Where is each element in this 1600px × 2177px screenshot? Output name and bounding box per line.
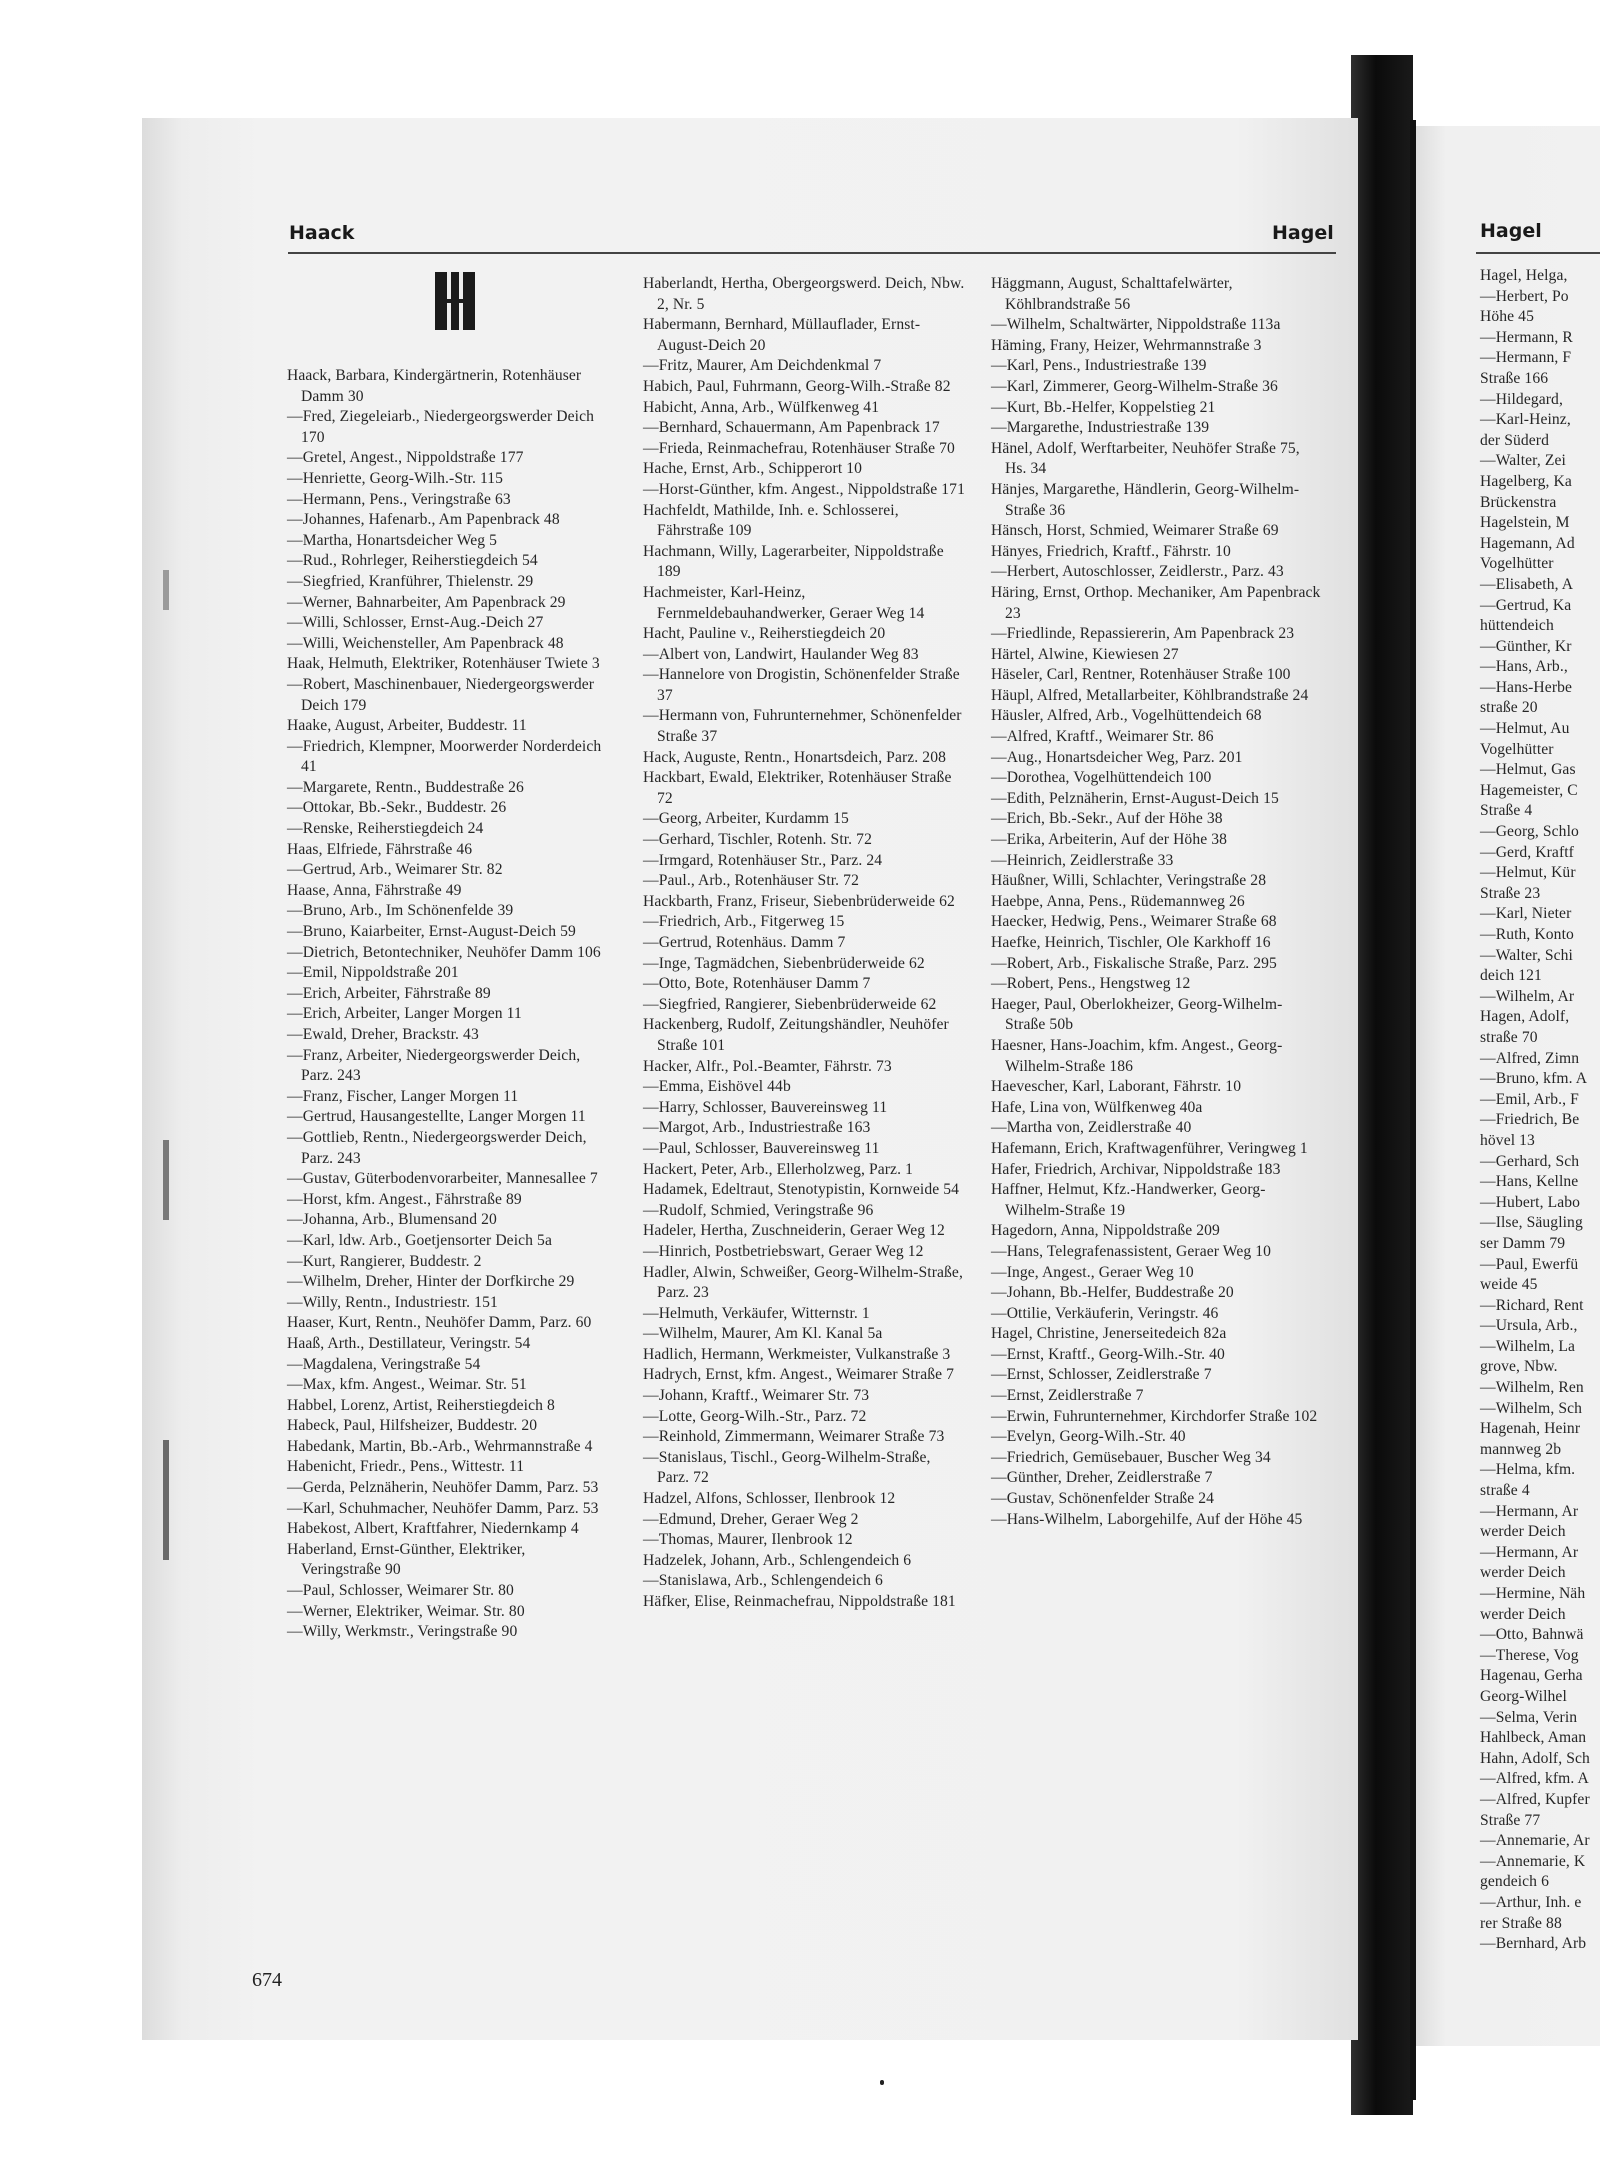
directory-entry: Häming, Frany, Heizer, Wehrmannstraße 3 <box>991 336 1262 354</box>
directory-entry: —Bruno, Kaiarbeiter, Ernst-August-Deich 59 <box>287 923 576 941</box>
next-page-entry-fragment: rer Straße 88 <box>1480 1914 1562 1932</box>
next-page-entry-fragment: —Walter, Schi <box>1480 946 1573 964</box>
next-page-entry-fragment: —Walter, Zei <box>1480 452 1566 470</box>
directory-entry: —Gustav, Güterbodenvorarbeiter, Mannesallee 7 <box>287 1170 598 1188</box>
next-page-entry-fragment: Hagenau, Gerha <box>1480 1667 1583 1685</box>
next-page-entry-fragment: Hahlbeck, Aman <box>1480 1729 1587 1747</box>
directory-entry: —Herbert, Autoschlosser, Zeidlerstr., Parz. 43 <box>991 563 1284 581</box>
directory-entry: Haack, Barbara, Kindergärtnerin, Rotenhäuser Damm 30 <box>287 367 582 405</box>
next-page-entry-fragment: —Ilse, Säugling <box>1480 1214 1583 1232</box>
next-page-entry-fragment: Höhe 45 <box>1480 308 1534 326</box>
directory-entry: —Wilhelm, Schaltwärter, Nippoldstraße 113a <box>991 316 1281 334</box>
running-header-next-page: Hagel <box>1480 220 1542 242</box>
next-page-entry-fragment: —Helmut, Kür <box>1480 864 1576 882</box>
next-page-entry-fragment: —Helma, kfm. <box>1480 1461 1576 1479</box>
next-page-entry-fragment: —Otto, Bahnwä <box>1480 1626 1584 1644</box>
directory-entry: —Horst, kfm. Angest., Fährstraße 89 <box>287 1190 522 1208</box>
directory-entry: —Martha von, Zeidlerstraße 40 <box>991 1119 1192 1137</box>
directory-entry: Häußner, Willi, Schlachter, Veringstraße 28 <box>991 872 1267 890</box>
directory-entry: —Johann, Kraftf., Weimarer Str. 73 <box>643 1387 870 1405</box>
directory-entry: Haefke, Heinrich, Tischler, Ole Karkhoff 16 <box>991 934 1271 951</box>
directory-entry: —Frieda, Reinmachefrau, Rotenhäuser Straße 70 <box>643 439 955 457</box>
next-page-entry-fragment: —Alfred, Kupfer <box>1480 1790 1590 1808</box>
directory-entry: Habeck, Paul, Hilfsheizer, Buddestr. 20 <box>287 1417 538 1435</box>
next-page-entry-fragment: —Emil, Arb., F <box>1480 1090 1579 1108</box>
next-page-entry-fragment: —Alfred, Zimn <box>1480 1049 1580 1067</box>
next-page-entry-fragment: straße 4 <box>1480 1482 1530 1500</box>
directory-entry: —Friedrich, Gemüsebauer, Buscher Weg 34 <box>991 1448 1271 1466</box>
next-page-entry-fragment: Hagemann, Ad <box>1480 534 1575 552</box>
directory-entry: —Ernst, Zeidlerstraße 7 <box>991 1387 1144 1405</box>
directory-entry: —Gertrud, Arb., Weimarer Str. 82 <box>287 861 503 879</box>
next-page-entry-fragment: —Gerd, Kraftf <box>1480 843 1574 861</box>
directory-entry: Haas, Elfriede, Fährstraße 46 <box>287 840 473 858</box>
header-rule <box>288 252 1336 254</box>
directory-entry: —Rudolf, Schmied, Veringstraße 96 <box>643 1201 874 1219</box>
next-page-entry-fragment: Vogelhütter <box>1480 555 1554 573</box>
book-binding-shadow <box>1351 55 1413 2115</box>
next-page-entry-fragment: Hagelstein, M <box>1480 514 1570 532</box>
directory-entry: —Willi, Weichensteller, Am Papenbrack 48 <box>287 634 564 652</box>
directory-entry: Hadamek, Edeltraut, Stenotypistin, Kornweide 54 <box>643 1181 960 1199</box>
next-page-entry-fragment: Straße 4 <box>1480 802 1533 820</box>
directory-entry: Habekost, Albert, Kraftfahrer, Niedernkamp 4 <box>287 1520 579 1538</box>
directory-entry: —Inge, Tagmädchen, Siebenbrüderweide 62 <box>643 954 925 972</box>
directory-entry: Hachmeister, Karl-Heinz, Fernmeldebauhandwerker, Geraer Weg 14 <box>643 583 925 622</box>
edge-mark <box>163 1440 169 1560</box>
directory-entry: —Wilhelm, Maurer, Am Kl. Kanal 5a <box>643 1325 883 1343</box>
directory-entry: Haebpe, Anna, Pens., Rüdemannweg 26 <box>991 892 1245 910</box>
directory-entry: —Robert, Maschinenbauer, Niedergeorgswerder Deich 179 <box>287 675 595 714</box>
next-page-entry-fragment: —Arthur, Inh. e <box>1480 1893 1582 1911</box>
directory-entry: —Harry, Schlosser, Bauvereinsweg 11 <box>643 1098 888 1116</box>
directory-entry: —Gottlieb, Rentn., Niedergeorgswerder Deich, Parz. 243 <box>287 1128 587 1167</box>
directory-entry: —Gertrud, Hausangestellte, Langer Morgen 11 <box>287 1108 586 1126</box>
next-page-entry-fragment: werder Deich <box>1480 1564 1566 1582</box>
next-page-entry-fragment: —Bruno, kfm. A <box>1480 1070 1588 1088</box>
directory-entry: Hachfeldt, Mathilde, Inh. e. Schlosserei, Fährstraße 109 <box>643 501 899 540</box>
directory-entry: —Werner, Bahnarbeiter, Am Papenbrack 29 <box>287 593 566 611</box>
next-page-entry-fragment: grove, Nbw. <box>1480 1358 1558 1376</box>
header-rule-next-page <box>1476 252 1600 254</box>
directory-entry: Hadzelek, Johann, Arb., Schlengendeich 6 <box>643 1551 912 1569</box>
directory-entry: Haffner, Helmut, Kfz.-Handwerker, Georg-Wilhelm-Straße 19 <box>991 1181 1266 1219</box>
directory-entry: —Willy, Werkmstr., Veringstraße 90 <box>287 1623 518 1641</box>
next-page-entry-fragment: —Karl-Heinz, <box>1480 411 1571 429</box>
next-page-entry-fragment: hüttendeich <box>1480 617 1554 635</box>
next-page-entry-fragment: ser Damm 79 <box>1480 1234 1566 1252</box>
directory-entry: —Margarethe, Industriestraße 139 <box>991 419 1210 437</box>
next-page-entry-fragment: —Richard, Rent <box>1480 1296 1584 1314</box>
directory-entry: Haberland, Ernst-Günther, Elektriker, Veringstraße 90 <box>287 1540 526 1579</box>
directory-entry: —Kurt, Bb.-Helfer, Koppelstieg 21 <box>991 398 1216 416</box>
directory-entry: —Dorothea, Vogelhüttendeich 100 <box>991 769 1212 787</box>
directory-entry: —Hans, Telegrafenassistent, Geraer Weg 10 <box>991 1242 1272 1260</box>
next-page-entry-fragment: —Hermann, F <box>1480 349 1572 367</box>
directory-entry: —Franz, Fischer, Langer Morgen 11 <box>287 1087 519 1105</box>
directory-entry: Hackenberg, Rudolf, Zeitungshändler, Neuhöfer Straße 101 <box>643 1016 949 1054</box>
next-page-entry-fragment: —Friedrich, Be <box>1480 1111 1580 1129</box>
directory-entry: —Lotte, Georg-Wilh.-Str., Parz. 72 <box>643 1407 867 1425</box>
directory-entry: Haecker, Hedwig, Pens., Weimarer Straße 68 <box>991 913 1277 931</box>
directory-entry: —Georg, Arbeiter, Kurdamm 15 <box>643 810 849 828</box>
next-page-entry-fragment: —Annemarie, K <box>1480 1852 1586 1870</box>
next-page-entry-fragment: Hahn, Adolf, Sch <box>1480 1749 1590 1767</box>
next-page-entry-fragment: —Hubert, Labo <box>1480 1193 1581 1211</box>
directory-entry: —Ottilie, Verkäuferin, Veringstr. 46 <box>991 1304 1219 1322</box>
next-page-entry-fragment: straße 20 <box>1480 699 1538 717</box>
directory-entry: —Hinrich, Postbetriebswart, Geraer Weg 12 <box>643 1242 924 1260</box>
next-page-entry-fragment: weide 45 <box>1480 1276 1538 1294</box>
directory-entry: Habedank, Martin, Bb.-Arb., Wehrmannstraße 4 <box>287 1437 593 1455</box>
directory-entry: —Albert von, Landwirt, Haulander Weg 83 <box>643 645 919 663</box>
right-page-column <box>1480 266 1590 1955</box>
directory-entry: —Siegfried, Rangierer, Siebenbrüderweide 62 <box>643 995 937 1013</box>
directory-entry: —Paul., Arb., Rotenhäuser Str. 72 <box>643 872 859 890</box>
next-page-entry-fragment: —Hans, Kellne <box>1480 1173 1579 1191</box>
directory-entry: Hackert, Peter, Arb., Ellerholzweg, Parz. 1 <box>643 1160 913 1178</box>
directory-entry: —Hans-Wilhelm, Laborgehilfe, Auf der Höhe 45 <box>991 1510 1303 1528</box>
directory-entry: —Hermann, Pens., Veringstraße 63 <box>287 490 511 508</box>
next-page-entry-fragment: gendeich 6 <box>1480 1873 1549 1891</box>
directory-entry: Hadrych, Ernst, kfm. Angest., Weimarer Straße 7 <box>643 1366 955 1384</box>
directory-entry: —Margarete, Rentn., Buddestraße 26 <box>287 778 524 796</box>
directory-entry: —Hannelore von Drogistin, Schönenfelder Straße 37 <box>643 666 960 704</box>
next-page-entry-fragment: deich 121 <box>1480 967 1542 985</box>
directory-entry: Haevescher, Karl, Laborant, Fährstr. 10 <box>991 1078 1242 1096</box>
next-page-entry-fragment: —Helmut, Gas <box>1480 761 1576 779</box>
directory-entry: —Robert, Pens., Hengstweg 12 <box>991 975 1191 993</box>
next-page-entry-fragment: Straße 166 <box>1480 369 1549 387</box>
next-page-entry-fragment: werder Deich <box>1480 1523 1566 1541</box>
directory-entry: Hadlich, Hermann, Werkmeister, Vulkanstraße 3 <box>643 1345 951 1363</box>
next-page-entry-fragment: —Ursula, Arb., <box>1480 1317 1578 1335</box>
directory-entry: Hacht, Pauline v., Reiherstiegdeich 20 <box>643 625 886 643</box>
directory-entry: —Paul, Schlosser, Weimarer Str. 80 <box>287 1582 514 1600</box>
directory-entry: —Magdalena, Veringstraße 54 <box>287 1355 481 1373</box>
directory-entry: Haake, August, Arbeiter, Buddestr. 11 <box>287 717 527 735</box>
directory-entry: —Ernst, Kraftf., Georg-Wilh.-Str. 40 <box>991 1345 1225 1363</box>
directory-entry: Haaß, Arth., Destillateur, Veringstr. 54 <box>287 1334 531 1352</box>
directory-column-3 <box>991 274 1321 1530</box>
directory-entry: Hache, Ernst, Arb., Schipperort 10 <box>643 460 863 478</box>
directory-entry: —Stanislaus, Tischl., Georg-Wilhelm-Straße, Parz. 72 <box>643 1448 931 1487</box>
directory-entry: Haberlandt, Hertha, Obergeorgswerd. Deich, Nbw. 2, Nr. 5 <box>643 275 965 313</box>
directory-entry: Hadzel, Alfons, Schlosser, Ilenbrook 12 <box>643 1490 896 1508</box>
directory-entry: Häfker, Elise, Reinmachefrau, Nippoldstraße 181 <box>643 1593 956 1610</box>
next-page-entry-fragment: —Paul, Ewerfü <box>1480 1255 1579 1273</box>
directory-entry: —Friedrich, Arb., Fitgerweg 15 <box>643 913 845 931</box>
directory-entry: Habich, Paul, Fuhrmann, Georg-Wilh.-Straße 82 <box>643 377 951 395</box>
next-page-entry-fragment: —Hermann, R <box>1480 328 1573 346</box>
next-page-entry-fragment: der Süderd <box>1480 431 1549 449</box>
directory-entry: —Willy, Rentn., Industriestr. 151 <box>287 1293 498 1311</box>
directory-entry: —Gerda, Pelznäherin, Neuhöfer Damm, Parz. 53 <box>287 1479 599 1497</box>
directory-entry: Habbel, Lorenz, Artist, Reiherstiegdeich 8 <box>287 1396 555 1414</box>
directory-entry: —Erich, Arbeiter, Fährstraße 89 <box>287 984 491 1002</box>
directory-entry: —Paul, Schlosser, Bauvereinsweg 11 <box>643 1139 880 1157</box>
directory-entry: —Evelyn, Georg-Wilh.-Str. 40 <box>991 1428 1186 1446</box>
next-page-entry-fragment: —Elisabeth, A <box>1480 575 1574 593</box>
next-page-entry-fragment: —Wilhelm, Ar <box>1480 987 1575 1005</box>
directory-entry: —Henriette, Georg-Wilh.-Str. 115 <box>287 469 504 487</box>
directory-entry: —Friedrich, Klempner, Moorwerder Norderdeich 41 <box>287 737 602 776</box>
directory-entry: Haesner, Hans-Joachim, kfm. Angest., Georg-Wilhelm-Straße 186 <box>991 1036 1283 1075</box>
next-page-entry-fragment: —Herbert, Po <box>1480 287 1569 305</box>
directory-entry: Habermann, Bernhard, Müllauflader, Ernst-August-Deich 20 <box>643 316 921 354</box>
directory-entry: Habicht, Anna, Arb., Wülfkenweg 41 <box>643 398 880 416</box>
directory-entry: Hackbarth, Franz, Friseur, Siebenbrüderweide 62 <box>643 892 955 910</box>
next-page-entry-fragment: straße 70 <box>1480 1028 1538 1046</box>
next-page-entry-fragment: Hagenah, Heinr <box>1480 1420 1581 1438</box>
directory-entry: —Edmund, Dreher, Geraer Weg 2 <box>643 1510 859 1528</box>
next-page-entry-fragment: —Wilhelm, Sch <box>1480 1399 1583 1417</box>
directory-entry: Hänsch, Horst, Schmied, Weimarer Straße 69 <box>991 522 1279 540</box>
edge-mark <box>163 1140 169 1220</box>
directory-entry: —Rud., Rohrleger, Reiherstiegdeich 54 <box>287 552 538 570</box>
directory-entry: —Fred, Ziegeleiarb., Niedergeorgswerder Deich 170 <box>287 408 595 446</box>
directory-entry: —Irmgard, Rotenhäuser Str., Parz. 24 <box>643 851 883 869</box>
directory-column-2 <box>643 274 965 1613</box>
next-page-entry-fragment: —Hermann, Ar <box>1480 1502 1579 1520</box>
directory-entry: Hänel, Adolf, Werftarbeiter, Neuhöfer Straße 75, Hs. 34 <box>991 439 1300 478</box>
directory-entry: —Alfred, Kraftf., Weimarer Str. 86 <box>991 728 1214 746</box>
directory-entry: —Siegfried, Kranführer, Thielenstr. 29 <box>287 572 534 590</box>
directory-entry: Haeger, Paul, Oberlokheizer, Georg-Wilhelm-Straße 50b <box>991 995 1283 1034</box>
directory-entry: —Reinhold, Zimmermann, Weimarer Straße 73 <box>643 1428 945 1446</box>
directory-entry: —Renske, Reiherstiegdeich 24 <box>287 820 484 838</box>
directory-entry: —Dietrich, Betontechniker, Neuhöfer Damm 106 <box>287 943 601 961</box>
next-page-entry-fragment: —Hans-Herbe <box>1480 678 1573 696</box>
directory-entry: —Karl, Schuhmacher, Neuhöfer Damm, Parz. 53 <box>287 1499 599 1517</box>
directory-entry: Hagel, Christine, Jenerseitedeich 82a <box>991 1325 1227 1343</box>
directory-entry: Haase, Anna, Fährstraße 49 <box>287 881 462 899</box>
next-page-entry-fragment: —Hermann, Ar <box>1480 1543 1579 1561</box>
next-page-entry-fragment: —Günther, Kr <box>1480 637 1572 655</box>
directory-entry: —Bernhard, Schauermann, Am Papenbrack 17 <box>643 419 940 437</box>
page-number: 674 <box>252 1969 282 1991</box>
next-page-entry-fragment: mannweg 2b <box>1480 1440 1562 1458</box>
directory-entry: —Günther, Dreher, Zeidlerstraße 7 <box>991 1469 1213 1487</box>
directory-entry: —Karl, Zimmerer, Georg-Wilhelm-Straße 36 <box>991 377 1278 395</box>
directory-entry: Häggmann, August, Schalttafelwärter, Köhlbrandstraße 56 <box>991 275 1233 313</box>
running-header-right: Hagel <box>1272 222 1334 244</box>
directory-entry: Hafer, Friedrich, Archivar, Nippoldstraße 183 <box>991 1160 1281 1178</box>
next-page-entry-fragment: Hagemeister, C <box>1480 781 1578 799</box>
directory-entry: Hafe, Lina von, Wülfkenweg 40a <box>991 1098 1203 1116</box>
directory-entry: Hänjes, Margarethe, Händlerin, Georg-Wilhelm-Straße 36 <box>991 480 1300 519</box>
directory-entry: —Ottokar, Bb.-Sekr., Buddestr. 26 <box>287 799 507 817</box>
right-page <box>1416 126 1600 2046</box>
next-page-entry-fragment: Hagen, Adolf, <box>1480 1008 1570 1026</box>
next-page-entry-fragment: —Therese, Vog <box>1480 1646 1579 1664</box>
speck <box>880 2080 884 2085</box>
next-page-entry-fragment: —Selma, Verin <box>1480 1708 1578 1726</box>
next-page-entry-fragment: —Gerhard, Sch <box>1480 1152 1580 1170</box>
directory-entry: —Willi, Schlosser, Ernst-Aug.-Deich 27 <box>287 614 544 632</box>
directory-entry: —Bruno, Arb., Im Schönenfelde 39 <box>287 902 514 920</box>
directory-entry: —Erich, Bb.-Sekr., Auf der Höhe 38 <box>991 810 1223 828</box>
directory-entry: —Otto, Bote, Rotenhäuser Damm 7 <box>643 975 871 993</box>
next-page-entry-fragment: —Annemarie, Ar <box>1480 1832 1590 1850</box>
directory-entry: Hafemann, Erich, Kraftwagenführer, Veringweg 1 <box>991 1139 1308 1157</box>
directory-entry: —Wilhelm, Dreher, Hinter der Dorfkirche 29 <box>287 1273 575 1291</box>
next-page-entry-fragment: —Bernhard, Arb <box>1480 1935 1587 1953</box>
directory-entry: —Robert, Arb., Fiskalische Straße, Parz. 295 <box>991 954 1277 972</box>
directory-entry: Häseler, Carl, Rentner, Rotenhäuser Straße 100 <box>991 666 1291 684</box>
directory-entry: —Edith, Pelznäherin, Ernst-August-Deich 15 <box>991 789 1279 807</box>
directory-entry: —Friedlinde, Repassiererin, Am Papenbrack 23 <box>991 625 1295 643</box>
directory-entry: —Erika, Arbeiterin, Auf der Höhe 38 <box>991 831 1228 849</box>
directory-entry: —Gustav, Schönenfelder Straße 24 <box>991 1490 1215 1508</box>
directory-entry: Hänyes, Friedrich, Kraftf., Fährstr. 10 <box>991 542 1231 560</box>
directory-entry: Hagedorn, Anna, Nippoldstraße 209 <box>991 1222 1220 1240</box>
directory-entry: Haaser, Kurt, Rentn., Neuhöfer Damm, Parz. 60 <box>287 1314 592 1332</box>
directory-entry: Hadeler, Hertha, Zuschneiderin, Geraer Weg 12 <box>643 1222 945 1240</box>
directory-entry: Härtel, Alwine, Kiewiesen 27 <box>991 645 1179 663</box>
directory-entry: —Werner, Elektriker, Weimar. Str. 80 <box>287 1602 525 1620</box>
directory-entry: —Johannes, Hafenarb., Am Papenbrack 48 <box>287 511 560 529</box>
directory-entry: Hachmann, Willy, Lagerarbeiter, Nippoldstraße 189 <box>643 542 944 581</box>
directory-entry: —Inge, Angest., Geraer Weg 10 <box>991 1263 1194 1281</box>
directory-entry: —Fritz, Maurer, Am Deichdenkmal 7 <box>643 357 882 375</box>
directory-entry: —Kurt, Rangierer, Buddestr. 2 <box>287 1252 482 1270</box>
directory-entry: —Gerhard, Tischler, Rotenh. Str. 72 <box>643 831 872 849</box>
directory-entry: —Karl, Pens., Industriestraße 139 <box>991 357 1207 375</box>
directory-entry: —Martha, Honartsdeicher Weg 5 <box>287 531 498 549</box>
next-page-entry-fragment: —Helmut, Au <box>1480 720 1570 738</box>
directory-entry: Häupl, Alfred, Metallarbeiter, Köhlbrandstraße 24 <box>991 686 1309 704</box>
directory-entry: —Heinrich, Zeidlerstraße 33 <box>991 851 1174 869</box>
directory-entry: —Emma, Eishövel 44b <box>643 1078 791 1096</box>
next-page-entry-fragment: —Karl, Nieter <box>1480 905 1572 923</box>
directory-entry: —Horst-Günther, kfm. Angest., Nippoldstraße 171 <box>643 480 965 498</box>
directory-entry: Häusler, Alfred, Arb., Vogelhüttendeich 68 <box>991 707 1262 725</box>
directory-entry: —Gretel, Angest., Nippoldstraße 177 <box>287 449 524 467</box>
next-page-entry-fragment: Straße 23 <box>1480 884 1541 902</box>
next-page-entry-fragment: —Wilhelm, Ren <box>1480 1379 1584 1397</box>
next-page-entry-fragment: —Alfred, kfm. A <box>1480 1770 1589 1788</box>
directory-entry: Hackbart, Ewald, Elektriker, Rotenhäuser Straße 72 <box>643 769 952 807</box>
directory-entry: Haak, Helmuth, Elektriker, Rotenhäuser Twiete 3 <box>287 655 600 673</box>
directory-entry: —Thomas, Maurer, Ilenbrook 12 <box>643 1531 853 1549</box>
directory-entry: —Margot, Arb., Industriestraße 163 <box>643 1119 871 1137</box>
directory-entry: Hacker, Alfr., Pol.-Beamter, Fährstr. 73 <box>643 1057 892 1075</box>
directory-entry: —Helmuth, Verkäufer, Witternstr. 1 <box>643 1304 870 1322</box>
next-page-entry-fragment: —Hildegard, <box>1480 390 1563 408</box>
next-page-entry-fragment: —Ruth, Konto <box>1480 926 1574 943</box>
directory-entry: —Johann, Bb.-Helfer, Buddestraße 20 <box>991 1284 1234 1302</box>
next-page-entry-fragment: —Hermine, Näh <box>1480 1585 1586 1602</box>
directory-entry: —Ernst, Schlosser, Zeidlerstraße 7 <box>991 1366 1212 1384</box>
directory-entry: —Erich, Arbeiter, Langer Morgen 11 <box>287 1005 522 1023</box>
next-page-entry-fragment: Hagel, Helga, <box>1480 267 1568 284</box>
next-page-entry-fragment: —Gertrud, Ka <box>1480 596 1572 614</box>
next-page-entry-fragment: hövel 13 <box>1480 1131 1535 1149</box>
directory-entry: —Erwin, Fuhrunternehmer, Kirchdorfer Straße 102 <box>991 1407 1318 1425</box>
directory-entry: Hack, Auguste, Rentn., Honartsdeich, Parz. 208 <box>643 748 946 766</box>
next-page-entry-fragment: —Hans, Arb., <box>1480 658 1568 676</box>
next-page-entry-fragment: Straße 77 <box>1480 1811 1541 1829</box>
directory-entry: —Aug., Honartsdeicher Weg, Parz. 201 <box>991 748 1243 766</box>
directory-column-1 <box>287 366 609 1643</box>
directory-entry: —Stanislawa, Arb., Schlengendeich 6 <box>643 1572 883 1590</box>
next-page-entry-fragment: —Wilhelm, La <box>1480 1337 1575 1355</box>
running-header-left: Haack <box>289 222 355 244</box>
directory-entry: —Ewald, Dreher, Brackstr. 43 <box>287 1026 479 1043</box>
directory-entry: —Johanna, Arb., Blumensand 20 <box>287 1211 497 1229</box>
directory-entry: —Gertrud, Rotenhäus. Damm 7 <box>643 934 846 951</box>
directory-entry: —Max, kfm. Angest., Weimar. Str. 51 <box>287 1376 527 1394</box>
next-page-entry-fragment: werder Deich <box>1480 1605 1566 1623</box>
next-page-entry-fragment: —Georg, Schlo <box>1480 823 1579 841</box>
directory-entry: —Franz, Arbeiter, Niedergeorgswerder Deich, Parz. 243 <box>287 1046 581 1085</box>
directory-entry: —Emil, Nippoldstraße 201 <box>287 964 459 982</box>
section-letter-block <box>435 272 475 330</box>
next-page-entry-fragment: Hagelberg, Ka <box>1480 472 1572 490</box>
edge-mark <box>163 570 169 610</box>
directory-entry: Habenicht, Friedr., Pens., Wittestr. 11 <box>287 1458 525 1476</box>
next-page-entry-fragment: Georg-Wilhel <box>1480 1687 1567 1705</box>
directory-entry: Hadler, Alwin, Schweißer, Georg-Wilhelm-Straße, Parz. 23 <box>643 1263 963 1302</box>
next-page-entry-fragment: Vogelhütter <box>1480 740 1554 758</box>
next-page-entry-fragment: Brückenstra <box>1480 493 1557 511</box>
directory-entry: —Karl, ldw. Arb., Goetjensorter Deich 5a <box>287 1231 552 1249</box>
directory-entry: Häring, Ernst, Orthop. Mechaniker, Am Papenbrack 23 <box>991 583 1321 622</box>
directory-entry: —Hermann von, Fuhrunternehmer, Schönenfelder Straße 37 <box>643 707 962 746</box>
